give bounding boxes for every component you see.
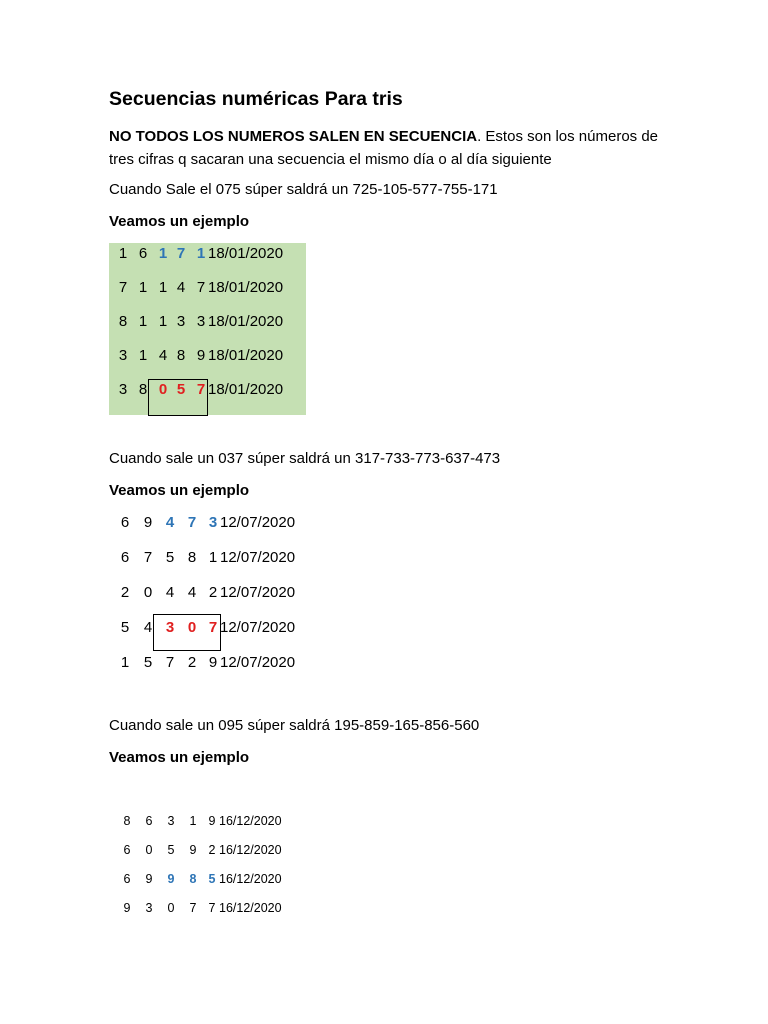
digit-cell: 7: [176, 245, 186, 262]
digit-cell: 1: [118, 245, 128, 262]
digit-cell: 5: [120, 619, 130, 636]
table-row: [0, 279, 320, 301]
digit-cell: 6: [145, 814, 153, 828]
digit-cell: 7: [196, 279, 206, 296]
digit-cell: 3: [208, 514, 218, 531]
digit-cell: 3: [118, 347, 128, 364]
digit-cell: 1: [138, 347, 148, 364]
digit-cell: 9: [189, 843, 197, 857]
digit-cell: 7: [189, 901, 197, 915]
digit-cell: 4: [165, 584, 175, 601]
date-cell: 18/01/2020: [208, 313, 284, 330]
digit-cell: 9: [196, 347, 206, 364]
digit-cell: 9: [208, 814, 216, 828]
table-row: [0, 549, 320, 571]
digit-cell: 3: [167, 814, 175, 828]
table-row: [0, 313, 320, 335]
digit-cell: 1: [208, 549, 218, 566]
digit-cell: 1: [120, 654, 130, 671]
digit-cell: 4: [158, 347, 168, 364]
digit-cell: 9: [145, 872, 153, 886]
date-cell: 16/12/2020: [219, 901, 282, 915]
rule-1: Cuando Sale el 075 súper saldrá un 725-105-577-755-171: [109, 181, 498, 198]
date-cell: 12/07/2020: [220, 654, 296, 671]
digit-cell: 2: [187, 654, 197, 671]
date-cell: 12/07/2020: [220, 549, 296, 566]
example-label-3: Veamos un ejemplo: [109, 749, 250, 766]
digit-cell: 8: [123, 814, 131, 828]
digit-cell: 6: [123, 843, 131, 857]
date-cell: 12/07/2020: [220, 619, 296, 636]
table-row: [0, 843, 320, 865]
table-row: [0, 347, 320, 369]
highlight-box-1: [148, 379, 208, 416]
example-label-1: Veamos un ejemplo: [109, 213, 250, 230]
table-row: [0, 584, 320, 606]
digit-cell: 0: [145, 843, 153, 857]
digit-cell: 5: [208, 872, 216, 886]
digit-cell: 1: [196, 245, 206, 262]
date-cell: 18/01/2020: [208, 279, 284, 296]
digit-cell: 7: [165, 654, 175, 671]
digit-cell: 8: [118, 313, 128, 330]
digit-cell: 5: [176, 381, 186, 398]
digit-cell: 2: [208, 584, 218, 601]
digit-cell: 3: [196, 313, 206, 330]
digit-cell: 1: [138, 313, 148, 330]
digit-cell: 6: [123, 872, 131, 886]
date-cell: 16/12/2020: [219, 872, 282, 886]
table-row: [0, 514, 320, 536]
digit-cell: 6: [138, 245, 148, 262]
digit-cell: 7: [196, 381, 206, 398]
rule-3: Cuando sale un 095 súper saldrá 195-859-165-856-560: [109, 717, 480, 734]
page-title: Secuencias numéricas Para tris: [109, 88, 403, 110]
digit-cell: 4: [143, 619, 153, 636]
digit-cell: 1: [158, 313, 168, 330]
table-row: [0, 814, 320, 836]
digit-cell: 1: [158, 245, 168, 262]
digit-cell: 8: [138, 381, 148, 398]
digit-cell: 8: [189, 872, 197, 886]
date-cell: 12/07/2020: [220, 584, 296, 601]
digit-cell: 3: [176, 313, 186, 330]
digit-cell: 9: [143, 514, 153, 531]
highlight-box-2: [153, 614, 221, 651]
digit-cell: 7: [118, 279, 128, 296]
date-cell: 18/01/2020: [208, 381, 284, 398]
table-row: [0, 654, 320, 676]
digit-cell: 0: [167, 901, 175, 915]
digit-cell: 3: [118, 381, 128, 398]
digit-cell: 3: [165, 619, 175, 636]
digit-cell: 2: [208, 843, 216, 857]
table-row: [0, 901, 320, 923]
digit-cell: 3: [145, 901, 153, 915]
intro-rest: . Estos son los números de tres cifras q sacaran una secuencia el mismo día o al día siguiente: [109, 128, 659, 168]
rule-2: Cuando sale un 037 súper saldrá un 317-733-773-637-473: [109, 450, 501, 467]
digit-cell: 0: [158, 381, 168, 398]
digit-cell: 1: [138, 279, 148, 296]
digit-cell: 4: [165, 514, 175, 531]
digit-cell: 1: [189, 814, 197, 828]
digit-cell: 8: [176, 347, 186, 364]
digit-cell: 0: [143, 584, 153, 601]
example-label-2: Veamos un ejemplo: [109, 482, 250, 499]
date-cell: 16/12/2020: [219, 814, 282, 828]
digit-cell: 9: [208, 654, 218, 671]
digit-cell: 6: [120, 514, 130, 531]
table-row: [0, 872, 320, 894]
date-cell: 12/07/2020: [220, 514, 296, 531]
date-cell: 16/12/2020: [219, 843, 282, 857]
table-row: [0, 245, 320, 267]
digit-cell: 4: [176, 279, 186, 296]
digit-cell: 5: [165, 549, 175, 566]
intro-paragraph: [109, 125, 669, 171]
digit-cell: 8: [187, 549, 197, 566]
digit-cell: 0: [187, 619, 197, 636]
digit-cell: 5: [167, 843, 175, 857]
digit-cell: 7: [187, 514, 197, 531]
intro-bold: NO TODOS LOS NUMEROS SALEN EN SECUENCIA: [109, 128, 478, 145]
date-cell: 18/01/2020: [208, 347, 284, 364]
date-cell: 18/01/2020: [208, 245, 284, 262]
digit-cell: 1: [158, 279, 168, 296]
digit-cell: 6: [120, 549, 130, 566]
digit-cell: 2: [120, 584, 130, 601]
digit-cell: 9: [167, 872, 175, 886]
digit-cell: 4: [187, 584, 197, 601]
digit-cell: 7: [208, 901, 216, 915]
digit-cell: 5: [143, 654, 153, 671]
digit-cell: 7: [143, 549, 153, 566]
digit-cell: 7: [208, 619, 218, 636]
digit-cell: 9: [123, 901, 131, 915]
